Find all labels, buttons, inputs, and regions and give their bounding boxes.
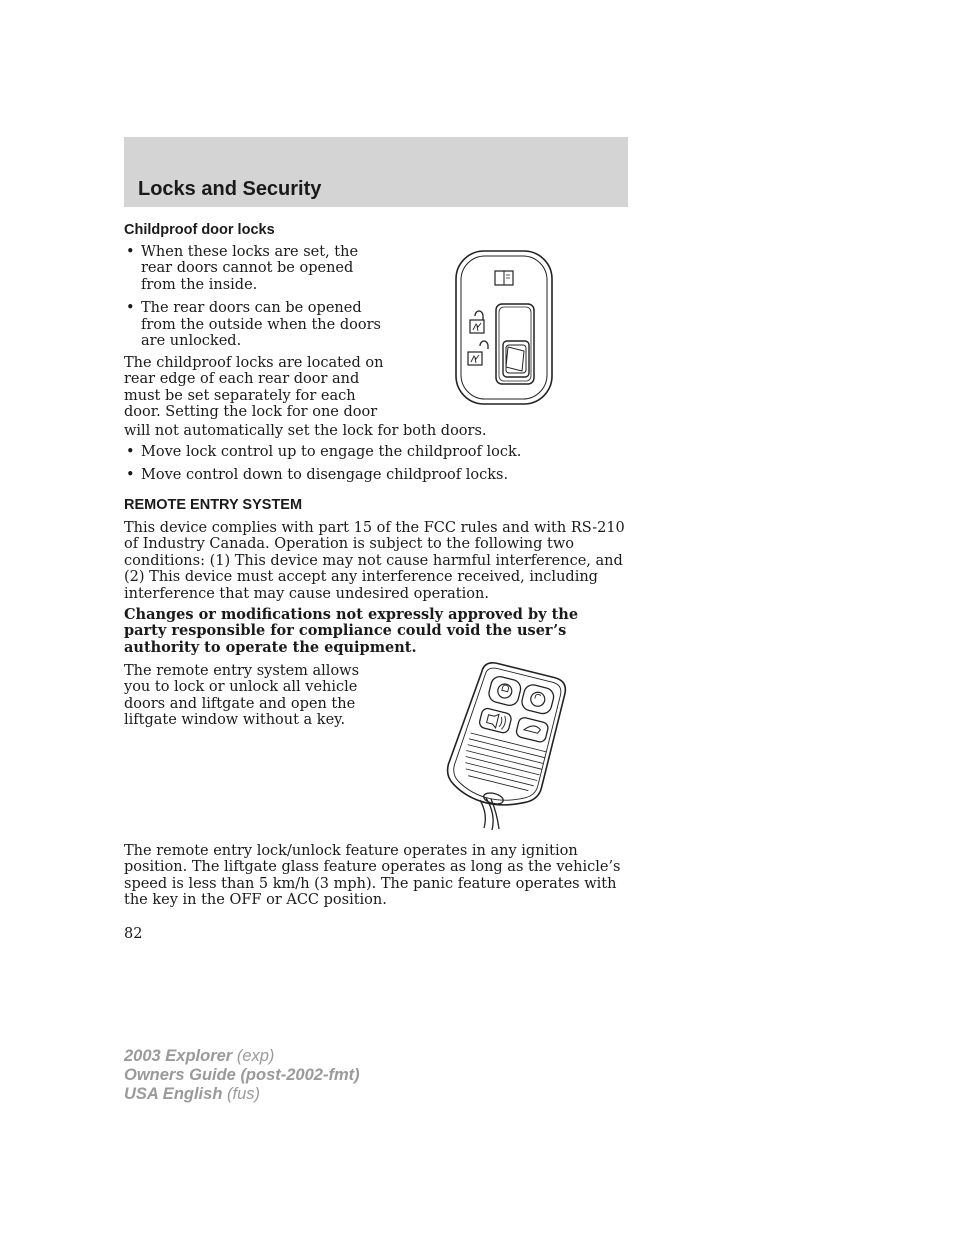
remote-entry-heading: REMOTE ENTRY SYSTEM	[124, 497, 303, 513]
footer-model: 2003 Explorer	[124, 1047, 233, 1065]
footer-language-code: (fus)	[227, 1085, 260, 1103]
footer-line	[124, 1085, 360, 1104]
paragraph-line: The childproof locks are located on	[124, 355, 384, 371]
footer-line	[124, 1066, 360, 1085]
document-footer	[124, 1047, 360, 1104]
section-title: Locks and Security	[138, 178, 322, 200]
list-item: • Move control down to disengage childproof locks.	[124, 467, 628, 483]
paragraph-line: must be set separately for each	[124, 387, 356, 404]
page-number: 82	[124, 926, 143, 942]
footer-guide: Owners Guide (post-2002-fmt)	[124, 1066, 360, 1084]
remote-entry-intro: The remote entry system allows you to lock or unlock all vehicle doors and liftgate and open the liftgate window without a key.	[124, 663, 360, 729]
key-fob-illustration-icon	[436, 660, 578, 832]
childproof-heading: Childproof door locks	[124, 222, 275, 238]
remote-features-text: The remote entry lock/unlock feature operates in any ignition position. The liftgate glass feature operates as long as the vehicle’s speed is less than 5 km/h (3 mph). The panic feature operates with the key in the OFF or ACC position.	[124, 843, 621, 909]
childproof-lock-illustration-icon	[450, 246, 560, 410]
childproof-bullets	[124, 244, 386, 349]
paragraph-line: will not automatically set the lock for both doors.	[124, 422, 487, 439]
paragraph-line: door. Setting the lock for one door	[124, 404, 378, 421]
footer-model-code: (exp)	[236, 1047, 275, 1065]
childproof-location-paragraph	[124, 355, 487, 439]
fcc-compliance-text: This device complies with part 15 of the FCC rules and with RS-210 of Industry Canada. Operation is subject to the following two conditions: (1) This device may not cause harmful interference, and (2) This device must accept any interference received, including interference that may cause undesired operation.	[124, 520, 625, 602]
footer-line	[124, 1047, 360, 1066]
list-item: • Move lock control up to engage the childproof lock.	[124, 444, 628, 460]
list-item: • The rear doors can be opened from the outside when the doors are unlocked.	[124, 300, 386, 349]
section-header-band	[124, 137, 628, 207]
childproof-control-bullets	[124, 444, 628, 484]
paragraph-line: rear edge of each rear door and	[124, 371, 360, 388]
list-item: • When these locks are set, the rear doors cannot be opened from the inside.	[124, 244, 386, 293]
footer-language: USA English	[124, 1085, 223, 1103]
modification-warning: Changes or modifications not expressly approved by the party responsible for compliance could void the user’s authority to operate the equipment.	[124, 606, 579, 656]
